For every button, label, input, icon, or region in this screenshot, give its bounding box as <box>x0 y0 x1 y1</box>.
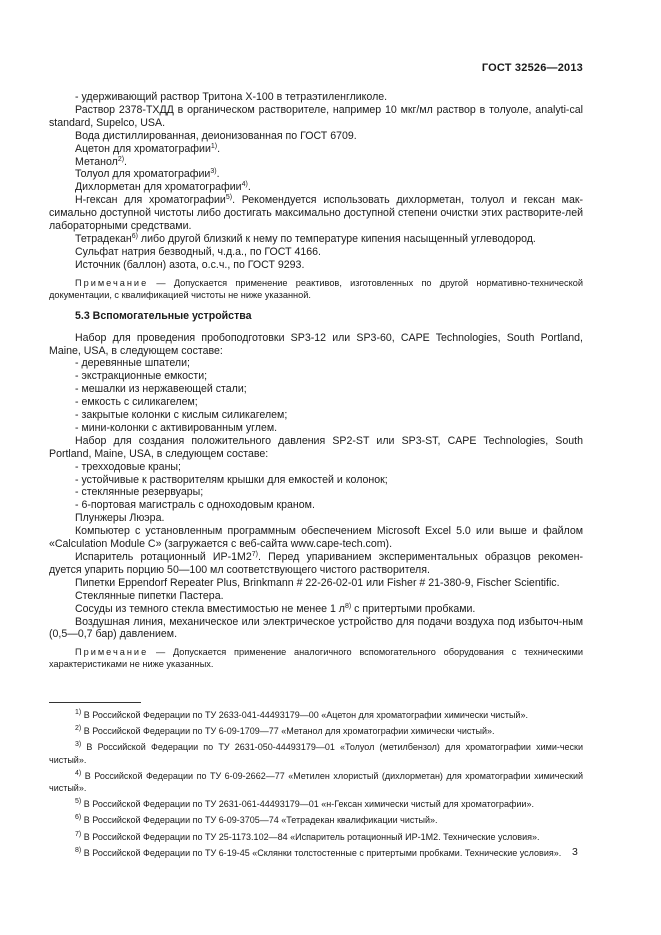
footnote-ref: 7) <box>251 551 258 558</box>
document-body <box>49 91 583 670</box>
footnote-divider <box>49 702 141 703</box>
list-item: Н-гексан для хроматографии$^{5)}$. Рекомендуется использовать дихлорметан, толуол и гексан мак-симально доступной чистоты либо достигать максимально доступной степени очистки этих растворите-лей лабораторными средствами. <box>49 194 584 233</box>
footnote-ref: 1) <box>210 142 218 150</box>
list-item: - стеклянные резервуары; <box>75 486 204 499</box>
list-item: - трехходовые краны; <box>75 460 181 473</box>
list-item: - закрытые колонки с кислым силикагелем; <box>75 409 288 422</box>
list-item: - устойчивые к растворителям крышки для емкостей и колонок; <box>75 473 388 486</box>
section-heading: 5.3 Вспомогательные устройства <box>75 309 252 322</box>
footnote: $^{7)}$ В Российской Федерации по ТУ 25-1173.102—84 «Испаритель ротационный ИР-1М2. Технические условия». <box>75 830 540 842</box>
list-item: - деревянные шпатели; <box>75 357 190 370</box>
list-item: - емкость с силикагелем; <box>75 396 198 409</box>
list-item: - экстракционные емкости; <box>75 370 208 383</box>
document-number-header: ГОСТ 32526—2013 <box>481 62 583 74</box>
footnote: $^{5)}$ В Российской Федерации по ТУ 2631-061-44493179—01 «н-Гексан химически чистый для хроматографии». <box>75 798 534 810</box>
list-item: Толуол для хроматографии$^{3)}$. <box>75 168 220 181</box>
footnote: $^{4)}$ В Российской Федерации по ТУ 6-09-2662—77 «Метилен хлористый (дихлорметан) для хроматографии химический чистый». <box>49 769 583 794</box>
footnote: $^{8)}$ В Российской Федерации по ТУ 6-19-45 «Склянки толстостенные с притертыми пробками. Технические условия». <box>75 846 562 858</box>
list-item: Раствор 2378-ТХДД в органическом растворителе, например 10 мкг/мл раствор в толуоле, analyti-cal standard, Supelco, USA. <box>49 103 583 129</box>
list-item: - мини-колонки с активированным углем. <box>75 421 278 434</box>
list-item: Плунжеры Люэра. <box>75 512 165 525</box>
page-number: 3 <box>572 846 578 858</box>
note-label: Примечание <box>75 647 149 658</box>
list-item: Дихлорметан для хроматографии$^{4)}$. <box>75 181 251 194</box>
list-item: Воздушная линия, механическое или электрическое устройство для подачи воздуха под избыточ-ным (0,5—0,7 бар) давлением. <box>49 615 583 641</box>
footnotes <box>49 705 583 859</box>
list-item: - мешалки из нержавеющей стали; <box>75 383 247 396</box>
list-item: Ацетон для хроматографии$^{1)}$. <box>75 142 221 155</box>
note-paragraph: Примечание — Допускается применение реактивов, изготовленных по другой нормативно-технической документации, с квалификацией чистоты не ниже указанной. <box>49 277 583 300</box>
list-item: Вода дистиллированная, деионизованная по ГОСТ 6709. <box>75 129 357 142</box>
list-item: Пипетки Eppendorf Repeater Plus, Brinkmann # 22-26-02-01 или Fisher # 21-380-9, Fischer Scientific. <box>75 576 560 589</box>
list-item: Тетрадекан$^{6)}$ либо другой близкий к нему по температуре кипения насыщенный углеводород. <box>75 232 536 245</box>
list-item: - 6-портовая магистраль с одноходовым краном. <box>75 499 315 512</box>
list-item: Стеклянные пипетки Пастера. <box>75 589 224 602</box>
list-item: Сосуды из темного стекла вместимостью не менее 1 $л^{8)}$ с притертыми пробками. <box>75 602 476 615</box>
paragraph: Набор для создания положительного давления SP2-ST или SP3-ST, CAPE Technologies, South Portland, Maine, USA, в следующем составе: <box>49 434 583 460</box>
list-item: - удерживающий раствор Тритона Х-100 в тетраэтиленгликоле. <box>75 91 388 103</box>
list-item: Метанол$^{2)}$. <box>75 155 127 168</box>
footnote-ref: 5) <box>225 194 233 202</box>
footnote-ref: 2) <box>117 155 125 163</box>
footnote: $^{3)}$ В Российской Федерации по ТУ 2631-050-44493179—01 «Толуол (метилбензол) для хроматографии хими-чески чистый». <box>49 741 583 765</box>
footnote: $^{2)}$ В Российской Федерации по ТУ 6-09-1709—77 «Метанол для хроматографии химически чистый». <box>75 725 495 737</box>
footnote-ref: 4) <box>241 181 248 189</box>
footnote-ref: 8) <box>345 602 352 610</box>
list-item: Сульфат натрия безводный, ч.д.а., по ГОСТ 4166. <box>75 245 322 258</box>
footnote-ref: 6) <box>131 232 138 240</box>
note-label: Примечание <box>75 277 149 288</box>
footnote: $^{6)}$ В Российской Федерации по ТУ 6-09-3705—74 «Тетрадекан квалификации чистый». <box>75 814 438 826</box>
list-item: Компьютер с установленным программным обеспечением Microsoft Excel 5.0 или выше и файлом «Calculation Module C» (загружается с веб-сайта www.cape-tech.com). <box>49 525 583 551</box>
note-paragraph: Примечание — Допускается применение аналогичного вспомогательного оборудования с техническими характеристиками не ниже указанных. <box>49 647 583 670</box>
list-item: Испаритель ротационный ИР-1М2$^{7)}$. Перед упариванием экспериментальных образцов рекомен-дуется упарить порцию 50—100 мл соответствующего чистого растворителя. <box>49 551 583 576</box>
paragraph: Набор для проведения пробоподготовки SP3-12 или SP3-60, CAPE Technologies, South Portland, Maine, USA, в следующем составе: <box>49 331 583 357</box>
footnote-ref: 3) <box>210 168 217 176</box>
list-item: Источник (баллон) азота, о.с.ч., по ГОСТ 9293. <box>75 258 305 271</box>
footnote: $^{1)}$ В Российской Федерации по ТУ 2633-041-44493179—00 «Ацетон для хроматографии химически чистый». <box>75 709 528 720</box>
